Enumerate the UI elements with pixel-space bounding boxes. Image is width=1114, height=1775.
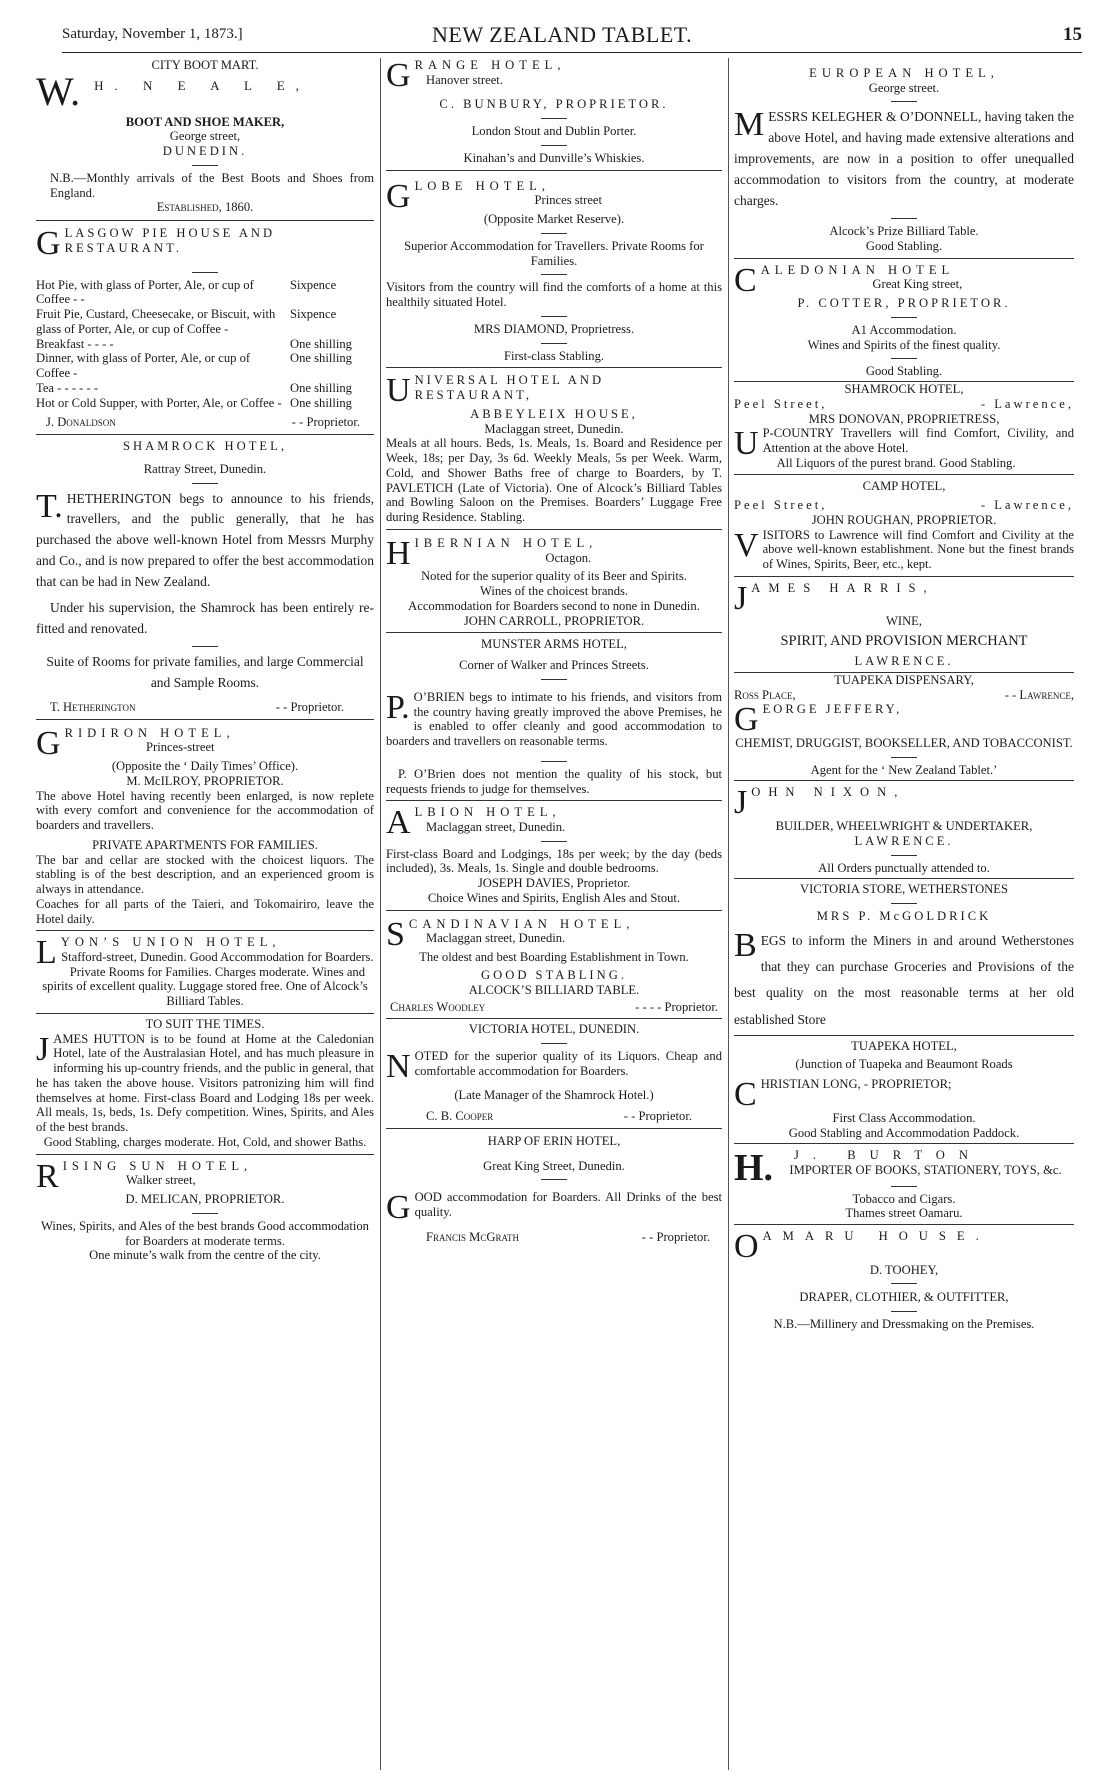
drop-cap: R — [36, 1157, 59, 1195]
ad-line: First-class Stabling. — [503, 348, 605, 363]
ad-line: (Junction of Tuapeka and Beaumont Roads — [795, 1056, 1013, 1071]
ad-title: EUROPEAN HOTEL, — [809, 66, 999, 80]
ad-trade: BUILDER, WHEELWRIGHT & UNDERTAKER, — [775, 819, 1033, 834]
ad-title: NIVERSAL HOTEL AND RESTAURANT, — [414, 373, 605, 403]
ad-paragraph: P. O’Brien does not mention the quality of his stock, but requests friends to judge for themselves. — [386, 766, 722, 796]
ad-lyons-union-hotel — [36, 930, 374, 1013]
ad-title: J. BURTON — [794, 1148, 982, 1163]
ad-title: CAMP HOTEL, — [862, 479, 946, 494]
divider — [541, 274, 567, 275]
divider — [541, 118, 567, 119]
ad-line: Kinahan’s and Dunville’s Whiskies. — [463, 150, 645, 165]
ad-title: YON’S UNION HOTEL, — [60, 935, 281, 950]
ad-line: Superior Accommodation for Travellers. Private Rooms for Families. — [404, 239, 704, 268]
ad-title: H. N E A L E, — [94, 77, 310, 93]
ad-title: OHN NIXON, — [751, 785, 906, 800]
ad-proprietor: JOHN CARROLL, PROPRIETOR. — [463, 613, 645, 628]
drop-cap: U — [386, 372, 411, 410]
ad-title: AMARU HOUSE. — [762, 1229, 990, 1244]
price-row: Fruit Pie, Custard, Cheesecake, or Biscuit, with glass of Porter, Ale, or cup of Coffee - Sixpence — [36, 307, 337, 336]
ad-paragraph: Under his supervision, the Shamrock has been entirely re-fitted and renovated. — [36, 600, 374, 637]
ad-title: LASGOW PIE HOUSE AND RESTAURANT. — [64, 226, 276, 255]
ad-gridiron-hotel — [36, 719, 374, 931]
ad-title: ALEDONIAN HOTEL — [760, 262, 955, 277]
ad-hibernian-hotel — [386, 529, 722, 633]
ad-paragraph: Good Stabling, charges moderate. Hot, Cold, and shower Baths. — [43, 1134, 367, 1149]
drop-cap: H — [386, 534, 411, 572]
drop-cap: G — [386, 1189, 411, 1227]
ad-body: Noted for the superior quality of its Beer and Spirits. — [421, 569, 687, 584]
ad-body: OOD accommodation for Boarders. All Drinks of the best quality. — [414, 1190, 722, 1220]
divider — [541, 316, 567, 317]
ad-opposite: (Opposite the ‘ Daily Times’ Office). — [111, 759, 299, 774]
divider — [891, 903, 917, 904]
ad-line: LAWRENCE. — [854, 654, 954, 669]
ad-line: Wines and Spirits of the finest quality. — [807, 337, 1001, 352]
ad-body: OTED for the superior quality of its Liquors. Cheap and comfortable accommodation for Boarders. — [414, 1048, 722, 1078]
drop-cap: G — [36, 225, 61, 263]
ad-street: Peel Street, - Lawrence, — [734, 498, 1074, 513]
price-row: Breakfast - - - - One shilling — [36, 336, 352, 351]
ad-proprietor: JOHN ROUGHAN, PROPRIETOR. — [811, 512, 997, 527]
drop-cap: C — [734, 1076, 757, 1114]
ad-heading: CITY BOOT MART. — [151, 58, 259, 72]
ad-line: Tobacco and Cigars. — [852, 1191, 956, 1206]
ad-street: Maclaggan street, Dunedin. — [426, 931, 566, 946]
drop-cap: W. — [36, 68, 81, 114]
ad-body: Wines, Spirits, and Ales of the best brands Good accommodation for Boarders at moderate terms. — [41, 1218, 369, 1248]
ad-body: HETHERINGTON begs to announce to his friends, travellers, and the public generally, that he has purchased the above well-known Hotel from Messrs Murphy and Co., and is now prepared to offer the best accommodation that can be had in New Zealand. — [36, 490, 374, 590]
ad-title: RANGE HOTEL, — [414, 58, 566, 72]
ad-line: N.B.—Millinery and Dressmaking on the Premises. — [773, 1317, 1035, 1332]
ad-body: The above Hotel having recently been enlarged, is now replete with every comfort and convenience for the accommodation of boarders and travellers. — [36, 788, 374, 833]
ad-town: LAWRENCE. — [854, 833, 954, 848]
ad-hutton — [36, 1013, 374, 1154]
proprietor-line: T. Hetherington - - Proprietor. — [50, 699, 344, 714]
proprietor-line: J. Donaldson - - Proprietor. — [46, 415, 360, 430]
ad-paragraph: Coaches for all parts of the Taieri, and Tokomairiro, leave the Hotel daily. — [36, 896, 374, 926]
column-1 — [36, 58, 374, 1263]
divider — [891, 757, 917, 758]
ad-line: SPIRIT, AND PROVISION MERCHANT — [780, 633, 1028, 650]
ad-body: EGS to inform the Miners in and around Wetherstones that they can purchase Groceries and Provisions of the best quality on the most reasonable terms at her old established Store — [734, 932, 1074, 1027]
ad-name: EORGE JEFFERY, — [762, 702, 903, 717]
ad-line: Accommodation for Boarders second to none in Dunedin. — [408, 598, 700, 613]
drop-cap: C — [734, 261, 757, 299]
divider — [192, 272, 218, 273]
ad-line: All Orders punctually attended to. — [818, 860, 990, 875]
ad-scandinavian-hotel — [386, 910, 722, 1019]
divider — [541, 761, 567, 762]
ad-address: Ross Place, - - Lawrence, — [734, 687, 1074, 702]
issue-date: Saturday, November 1, 1873.] — [62, 26, 243, 42]
drop-cap: O — [734, 1228, 759, 1266]
divider — [192, 646, 218, 647]
ad-trade: BOOT AND SHOE MAKER, — [125, 114, 285, 129]
drop-cap: S — [386, 915, 405, 953]
ad-victoria-store — [734, 878, 1074, 1035]
divider — [541, 1179, 567, 1180]
ad-title: CANDINAVIAN HOTEL, — [408, 916, 635, 931]
ad-proprietor: M. McILROY, PROPRIETOR. — [126, 773, 284, 788]
ad-subheading: PRIVATE APARTMENTS FOR FAMILIES. — [92, 837, 318, 852]
ad-title: AMES HARRIS, — [751, 580, 935, 595]
ad-title: TO SUIT THE TIMES. — [145, 1016, 265, 1031]
drop-cap: N — [386, 1047, 411, 1085]
drop-cap: L — [36, 934, 57, 972]
ad-street: Maclaggan street, Dunedin. — [484, 421, 624, 436]
drop-cap: V — [734, 526, 759, 564]
column-3 — [734, 58, 1074, 1332]
ad-line: Good Stabling and Accommodation Paddock. — [788, 1125, 1020, 1140]
ad-street: Great King street, — [872, 277, 963, 292]
ad-line: Good Stabling. — [865, 364, 943, 379]
ad-street: Peel Street, - Lawrence, — [734, 396, 1074, 411]
ad-title: RIDIRON HOTEL, — [64, 725, 235, 740]
ad-opposite: (Opposite Market Reserve). — [483, 212, 625, 227]
drop-cap: T. — [36, 487, 63, 525]
ad-trade: DRAPER, CLOTHIER, & OUTFITTER, — [799, 1290, 1009, 1305]
ad-body: ISITORS to Lawrence will find Comfort and Civility at the above well-known establishment. None but the finest brands of Wines, Spirits, Beer, etc., kept. — [762, 527, 1074, 572]
divider — [192, 165, 218, 166]
drop-cap: J — [734, 784, 748, 822]
page-header — [62, 20, 1082, 50]
ad-house: ABBEYLEIX HOUSE, — [470, 407, 638, 421]
ad-shamrock-hotel-lawrence — [734, 381, 1074, 474]
ad-european-hotel — [734, 58, 1074, 258]
divider — [541, 343, 567, 344]
ad-trade: IMPORTER OF BOOKS, STATIONERY, TOYS, &c. — [789, 1163, 1062, 1178]
ad-burton — [734, 1143, 1074, 1224]
divider — [541, 233, 567, 234]
ad-line: London Stout and Dublin Porter. — [471, 124, 637, 139]
ad-street: Princes street — [534, 193, 603, 208]
ad-body: P-COUNTRY Travellers will find Comfort, Civility, and Attention at the above Hotel. — [762, 426, 1074, 456]
ad-body: AMES HUTTON is to be found at Home at the Caledonian Hotel, late of the Australasian Hotel, and has much pleasure in informing his up-country friends, and the public in general, that he has taken the above house. Visitors patronizing him will find themselves at home. First-class Board and Lodging 18s per week. All meals, 1s, beds, 1s. Defy competition. Wines, Spirits, and Ales of the best brands. — [36, 1031, 374, 1135]
column-divider — [728, 58, 729, 1770]
divider — [541, 841, 567, 842]
ad-paragraph: Visitors from the country will find the comforts of a home at this healthily situated Hotel. — [386, 280, 722, 310]
ad-title: VICTORIA HOTEL, DUNEDIN. — [468, 1022, 640, 1037]
drop-cap: J — [734, 579, 748, 617]
ad-line: WINE, — [885, 614, 923, 629]
divider — [541, 1043, 567, 1044]
ad-line: (Late Manager of the Shamrock Hotel.) — [454, 1088, 654, 1103]
ad-proprietor: D. MELICAN, PROPRIETOR. — [125, 1192, 285, 1207]
drop-cap: B — [734, 926, 757, 964]
masthead-title: NEW ZEALAND TABLET. — [432, 22, 693, 47]
ad-line: First Class Accommodation. — [832, 1111, 976, 1126]
ad-title: MUNSTER ARMS HOTEL, — [481, 637, 627, 652]
ad-title: TUAPEKA DISPENSARY, — [834, 672, 974, 687]
ad-line: A1 Accommodation. — [851, 322, 957, 337]
ad-body: N.B.—Monthly arrivals of the Best Boots and Shoes from England. — [50, 170, 374, 200]
ad-street: George street. — [868, 80, 940, 95]
ad-body: O’BRIEN begs to intimate to his friends, and visitors from the country having greatly improved the above Premises, he is enabled to offer cleanly and good accommodation to boarders and travellers on reasonable terms. — [386, 689, 722, 749]
ad-line: ALCOCK’S BILLIARD TABLE. — [468, 982, 640, 997]
ad-paragraph: Suite of Rooms for private families, and large Commercial and Sample Rooms. — [46, 654, 364, 690]
ad-proprietor: C. BUNBURY, PROPRIETOR. — [439, 97, 669, 112]
ad-body: Stafford-street, Dunedin. Good Accommodation for Boarders. Private Rooms for Families. Charges moderate. Wines and spirits of excellent quality. Luggage stored free. One of Alcock’s Billiard Tables. — [42, 949, 374, 1009]
ad-munster-arms-hotel — [386, 632, 722, 800]
drop-cap: A — [386, 804, 411, 842]
ad-name-line — [36, 68, 374, 114]
ad-proprietor: JOSEPH DAVIES, Proprietor. — [477, 876, 631, 891]
ad-glasgow-pie-house — [36, 220, 374, 434]
drop-cap: U — [734, 425, 759, 463]
divider — [891, 1283, 917, 1284]
ad-address: Rattray Street, Dunedin. — [143, 461, 267, 476]
ad-name: D. TOOHEY, — [869, 1262, 939, 1277]
ad-line: Agent for the ‘ New Zealand Tablet.’ — [810, 762, 998, 777]
ad-body: The oldest and best Boarding Establishment in Town. — [419, 950, 689, 965]
ad-street: Walker street, — [126, 1173, 196, 1188]
divider — [192, 483, 218, 484]
ad-line: Choice Wines and Spirits, English Ales and Stout. — [427, 890, 681, 905]
ad-established: Established, 1860. — [156, 200, 254, 215]
ad-address: Great King Street, Dunedin. — [483, 1158, 625, 1173]
ad-neale-boot-mart — [36, 58, 374, 220]
ad-shamrock-hotel-dunedin — [36, 434, 374, 719]
drop-cap: G — [36, 724, 61, 762]
ad-proprietor: MRS DONOVAN, PROPRIETRESS, — [808, 411, 1000, 426]
proprietor-line: Charles Woodley - - - - Proprietor. — [390, 1000, 718, 1015]
ad-john-nixon — [734, 780, 1074, 878]
ad-rising-sun-hotel — [36, 1154, 374, 1264]
ad-title: VICTORIA STORE, WETHERSTONES — [800, 882, 1008, 897]
ad-title: ISING SUN HOTEL, — [62, 1158, 253, 1173]
divider — [541, 679, 567, 680]
divider — [891, 1311, 917, 1312]
ad-james-harris — [734, 576, 1074, 672]
drop-cap: H. — [734, 1147, 774, 1190]
ad-street: Hanover street. — [426, 72, 503, 87]
drop-cap: P. — [386, 688, 410, 726]
column-divider — [380, 58, 381, 1770]
divider — [541, 145, 567, 146]
ad-paragraph: The bar and cellar are stocked with the choicest liquors. The stabling is of the best description, and an experienced groom is always in attendance. — [36, 852, 374, 897]
ad-street: Maclaggan street, Dunedin. — [426, 820, 566, 835]
ad-proprietor: P. COTTER, PROPRIETOR. — [797, 296, 1011, 311]
ad-harp-of-erin-hotel — [386, 1128, 722, 1245]
header-rule — [62, 52, 1082, 53]
ad-camp-hotel — [734, 474, 1074, 575]
price-row: Hot Pie, with glass of Porter, Ale, or cup of Coffee - - Sixpence — [36, 277, 337, 307]
ad-albion-hotel — [386, 800, 722, 909]
proprietor-line: Francis McGrath - - Proprietor. — [426, 1229, 710, 1244]
ad-title: SHAMROCK HOTEL, — [844, 382, 964, 397]
ad-body: First-class Board and Lodgings, 18s per week; by the day (beds included), 3s. Meals, 1s. Single and double bedrooms. — [386, 846, 722, 876]
ad-line: GOOD STABLING. — [481, 968, 627, 983]
ad-paragraph: All Liquors of the purest brand. Good Stabling. — [776, 455, 1016, 470]
ad-name: MRS P. McGOLDRICK — [816, 908, 992, 923]
ad-paragraph: One minute’s walk from the centre of the city. — [89, 1248, 321, 1263]
ad-city: DUNEDIN. — [162, 144, 248, 159]
ad-title: LBION HOTEL, — [414, 805, 561, 820]
ad-grange-hotel — [386, 58, 722, 170]
price-row: Tea - - - - - - One shilling — [36, 380, 352, 395]
ad-universal-hotel — [386, 367, 722, 528]
divider — [891, 317, 917, 318]
ad-line: Good Stabling. — [865, 238, 943, 253]
price-row: Hot or Cold Supper, with Porter, Ale, or Coffee - One shilling — [36, 395, 352, 410]
divider — [192, 1213, 218, 1214]
ad-title: LOBE HOTEL, — [414, 178, 551, 193]
price-row: Dinner, with glass of Porter, Ale, or cup of Coffee - One shilling — [36, 351, 352, 381]
ad-title: SHAMROCK HOTEL, — [123, 439, 287, 454]
ad-body: ESSRS KELEGHER & O’DONNELL, having taken the above Hotel, and having made extensive alterations and improvements, are now in a position to offer unequalled accommodation to visitors from the country, at moderate charges. — [734, 109, 1074, 209]
ad-victoria-hotel — [386, 1018, 722, 1128]
ad-street: Princes-street — [146, 740, 215, 755]
drop-cap: M — [734, 106, 765, 144]
proprietor-line: C. B. Cooper - - Proprietor. — [426, 1109, 692, 1124]
ad-trade: CHEMIST, DRUGGIST, BOOKSELLER, AND TOBACCONIST. — [735, 735, 1073, 750]
ad-tuapeka-hotel — [734, 1035, 1074, 1144]
ad-tuapeka-dispensary — [734, 672, 1074, 781]
ad-line: Alcock’s Prize Billiard Table. — [829, 224, 979, 239]
divider — [891, 218, 917, 219]
ad-proprietor: MRS DIAMOND, Proprietress. — [473, 321, 635, 336]
divider — [891, 101, 917, 102]
ad-body: Meals at all hours. Beds, 1s. Meals, 1s. Board and Residence per Week, 18s; per Day, 3s 6d. Weekly Meals, 5s per Week. Warm, Cold, and Shower Baths free of charge to Boarders, by T. PAVLETICH (Late of Victoria). One of Alcock’s Billiard Tables and Bowling Saloon on the Premises. Boarders’ Luggage Free during Residence. Stabling. — [386, 436, 722, 525]
ad-title: TUAPEKA HOTEL, — [851, 1038, 957, 1053]
ad-street: Octagon. — [545, 550, 592, 565]
column-2 — [386, 58, 722, 1245]
divider — [891, 358, 917, 359]
ad-title: IBERNIAN HOTEL, — [414, 535, 598, 550]
ad-street: George street, — [169, 129, 241, 144]
ad-proprietor: HRISTIAN LONG, - PROPRIETOR; — [760, 1077, 952, 1092]
drop-cap: G — [386, 58, 411, 94]
ad-line: Thames street Oamaru. — [845, 1206, 963, 1221]
drop-cap: J — [36, 1030, 50, 1068]
divider — [891, 855, 917, 856]
drop-cap: G — [734, 701, 759, 739]
drop-cap: G — [386, 177, 411, 215]
ad-caledonian-hotel — [734, 258, 1074, 382]
ad-line: Wines of the choicest brands. — [479, 584, 629, 599]
ad-title: HARP OF ERIN HOTEL, — [487, 1133, 621, 1148]
ad-oamaru-house — [734, 1224, 1074, 1332]
ad-globe-hotel — [386, 170, 722, 368]
ad-address: Corner of Walker and Princes Streets. — [459, 658, 649, 673]
page-number: 15 — [1063, 24, 1082, 45]
divider — [891, 1186, 917, 1187]
